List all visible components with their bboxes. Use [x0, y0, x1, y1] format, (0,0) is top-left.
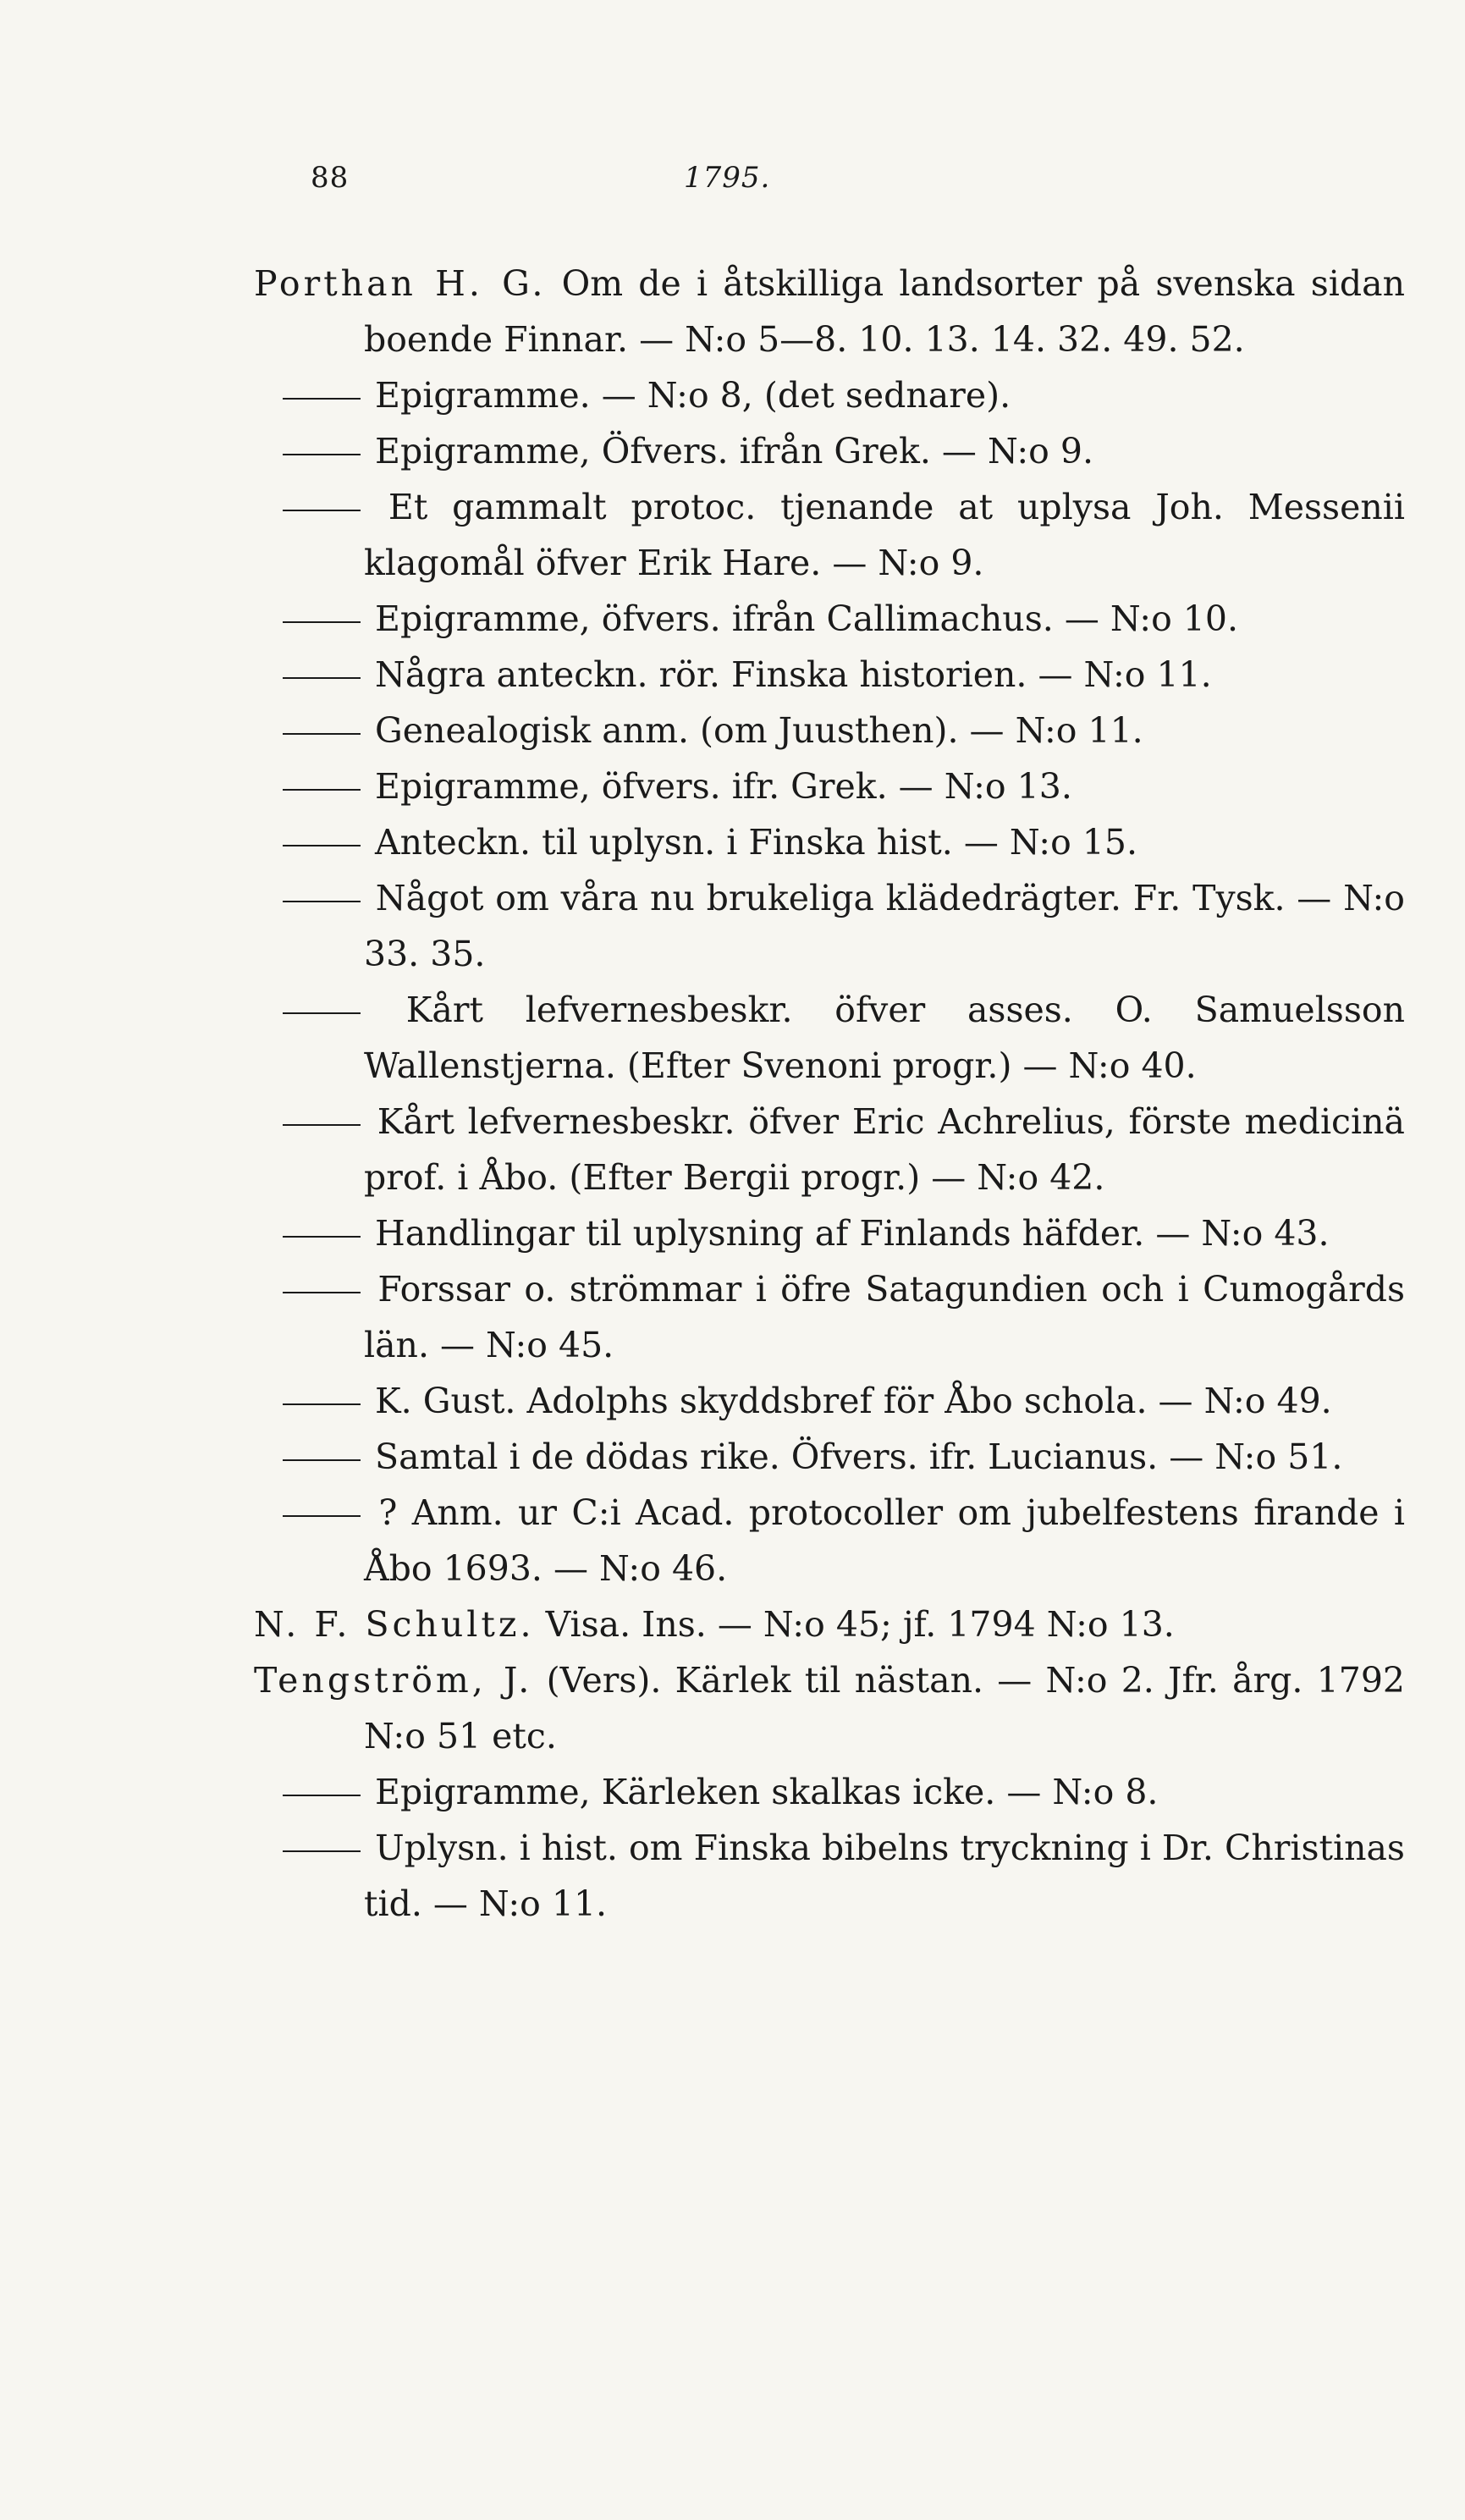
entry-author: Tengström, J. [254, 1660, 533, 1701]
ditto-dash [283, 1795, 361, 1796]
ditto-dash [283, 733, 361, 735]
entry-text: Visa. Ins. — N:o 45; jf. 1794 N:o 13. [545, 1604, 1175, 1645]
entry-text: Handlingar til uplysning af Finlands häfder. — N:o 43. [375, 1213, 1330, 1254]
entry-text: ? Anm. ur C:i Acad. protocoller om jubelfestens firande i Åbo 1693. — N:o 46. [364, 1492, 1405, 1589]
ditto-dash [283, 901, 361, 902]
entry [254, 703, 1405, 758]
entry-text: Epigramme, öfvers. ifr. Grek. — N:o 13. [375, 766, 1072, 807]
entry-text: Några anteckn. rör. Finska historien. — N:o 11. [375, 654, 1212, 695]
entry-text: Anteckn. til uplysn. i Finska hist. — N:o 15. [375, 822, 1138, 863]
entry-text: Epigramme, Kärleken skalkas icke. — N:o 8. [375, 1772, 1159, 1812]
ditto-dash [283, 1515, 361, 1517]
ditto-dash [283, 1403, 361, 1405]
entry [254, 423, 1405, 479]
ditto-dash [283, 845, 361, 846]
ditto-dash [283, 621, 361, 623]
entry-text: Forssar o. strömmar i öfre Satagundien och i Cumogårds län. — N:o 45. [364, 1269, 1405, 1365]
entry-schultz [254, 1596, 1405, 1652]
ditto-dash [283, 398, 361, 400]
entry [254, 1205, 1405, 1261]
entry [254, 367, 1405, 423]
entry-tengstrom [254, 1652, 1405, 1764]
ditto-dash [283, 1012, 361, 1014]
entry [254, 1485, 1405, 1596]
entry-text: (Vers). Kärlek til nästan. — N:o 2. Jfr. årg. 1792 N:o 51 etc. [364, 1660, 1405, 1756]
entry [254, 591, 1405, 647]
entry-text: Kårt lefvernesbeskr. öfver asses. O. Samuelsson Wallenstjerna. (Efter Svenoni progr.) — N:o 40. [364, 990, 1405, 1086]
entry [254, 1373, 1405, 1429]
entry [254, 758, 1405, 814]
entry-text: Samtal i de dödas rike. Öfvers. ifr. Lucianus. — N:o 51. [375, 1436, 1343, 1477]
entry-porthan [254, 256, 1405, 367]
entry [254, 1820, 1405, 1932]
ditto-dash [283, 1292, 361, 1293]
entry [254, 479, 1405, 591]
entry-text: K. Gust. Adolphs skyddsbref för Åbo schola. — N:o 49. [375, 1381, 1332, 1421]
ditto-dash [283, 1850, 361, 1852]
entry [254, 1261, 1405, 1373]
page-year: 1795. [684, 161, 771, 195]
entry [254, 814, 1405, 870]
entry-text: Något om våra nu brukeliga klädedrägter. Fr. Tysk. — N:o 33. 35. [364, 878, 1405, 974]
entry-text: Genealogisk anm. (om Juusthen). — N:o 11. [375, 710, 1143, 751]
entry-text: Uplysn. i hist. om Finska bibelns tryckning i Dr. Christinas tid. — N:o 11. [364, 1828, 1405, 1924]
entry-text: Epigramme, Öfvers. ifrån Grek. — N:o 9. [375, 431, 1094, 471]
entry [254, 647, 1405, 703]
entry-text: Epigramme, öfvers. ifrån Callimachus. — N:o 10. [375, 598, 1239, 639]
entry [254, 1094, 1405, 1205]
entry [254, 1429, 1405, 1485]
ditto-dash [283, 1459, 361, 1461]
entry-author: N. F. Schultz. [254, 1604, 535, 1645]
ditto-dash [283, 1236, 361, 1238]
entry-text: Kårt lefvernesbeskr. öfver Eric Achrelius, förste medicinä prof. i Åbo. (Efter Bergii progr.) — N:o 42. [364, 1101, 1405, 1198]
page-number: 88 [311, 161, 350, 195]
page-header [0, 161, 1465, 212]
entry-text: Epigramme. — N:o 8, (det sednare). [375, 375, 1011, 416]
ditto-dash [283, 510, 361, 511]
ditto-dash [283, 677, 361, 679]
entry-text: Et gammalt protoc. tjenande at uplysa Joh. Messenii klagomål öfver Erik Hare. — N:o 9. [364, 487, 1405, 583]
entry-text: Om de i åtskilliga landsorter på svenska sidan boende Finnar. — N:o 5—8. 10. 13. 14. 32. 49. 52. [364, 263, 1405, 360]
entry [254, 982, 1405, 1094]
ditto-dash [283, 1124, 361, 1126]
entry [254, 1764, 1405, 1820]
ditto-dash [283, 454, 361, 455]
entry [254, 870, 1405, 982]
ditto-dash [283, 789, 361, 791]
entry-author: Porthan H. G. [254, 263, 547, 304]
bibliography-list [254, 256, 1405, 1932]
